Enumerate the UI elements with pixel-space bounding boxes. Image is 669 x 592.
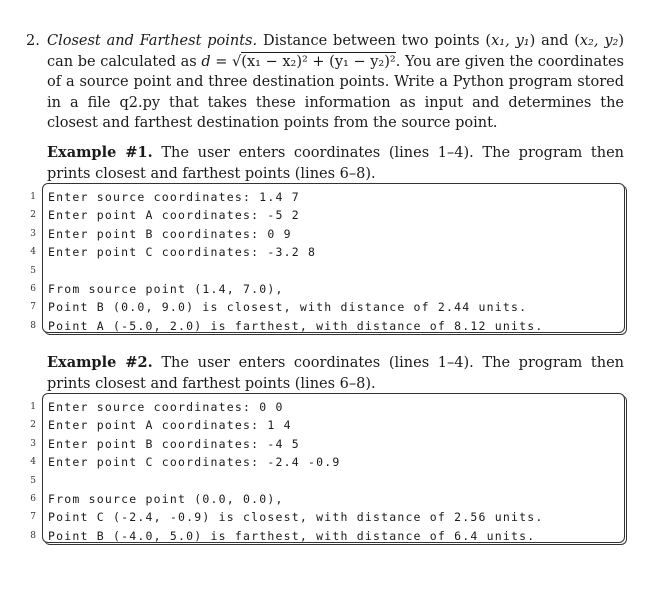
line-number: 2 (30, 420, 36, 431)
line-number: 7 (30, 302, 36, 313)
problem-paragraph (47, 31, 624, 134)
formula-lhs: d = (201, 53, 233, 70)
line-text: Enter point C coordinates: -3.2 8 (48, 245, 317, 260)
code-line (30, 416, 544, 434)
code-line (30, 527, 544, 545)
line-number: 5 (30, 265, 36, 276)
problem-text: ) and ( (529, 33, 580, 49)
line-number: 4 (30, 247, 36, 258)
code-line (30, 262, 544, 280)
listing-lines (30, 188, 544, 335)
line-text: Enter point B coordinates: 0 9 (48, 226, 292, 241)
code-line (30, 225, 544, 243)
point-1: x₁, y₁ (491, 33, 530, 49)
example-2-heading (47, 353, 624, 394)
line-number: 1 (30, 192, 36, 202)
example-label: Example #2. (47, 354, 153, 371)
code-line (30, 508, 544, 526)
line-text: Enter source coordinates: 1.4 7 (48, 190, 300, 204)
line-number: 8 (30, 530, 36, 541)
line-number: 6 (30, 283, 36, 294)
problem-text: ) can be calculated as (47, 33, 625, 70)
code-line (30, 490, 544, 508)
code-line (30, 243, 544, 261)
line-text: Enter source coordinates: 0 0 (48, 400, 284, 414)
code-line (30, 398, 544, 416)
line-number: 3 (30, 438, 36, 449)
example-desc: The user enters coordinates (lines 1–4). The program then prints closest and farthest points (lines 6–8). (47, 145, 624, 182)
problem-text: . You are given the coordinates of a source point and three destination points. Write a Python program stored in a file q2.py that takes these information as input and determines the closest and farthest destination points from the source point. (47, 53, 625, 131)
code-line (30, 206, 544, 224)
code-line (30, 188, 544, 206)
line-text: Point A (-5.0, 2.0) is farthest, with distance of 8.12 units. (48, 318, 544, 333)
line-number: 7 (30, 512, 36, 523)
code-line (30, 435, 544, 453)
line-text: Enter point B coordinates: -4 5 (48, 436, 300, 451)
code-line (30, 280, 544, 298)
example-desc: The user enters coordinates (lines 1–4). The program then prints closest and farthest points (lines 6–8). (47, 355, 624, 392)
problem-title: Closest and Farthest points. (47, 33, 258, 49)
line-text: Enter point A coordinates: 1 4 (48, 418, 292, 433)
line-number: 2 (30, 210, 36, 221)
line-text: Enter point A coordinates: -5 2 (48, 208, 300, 223)
line-text: From source point (1.4, 7.0), (48, 281, 284, 296)
line-number: 4 (30, 457, 36, 468)
line-number: 1 (30, 402, 36, 412)
code-listing-2 (30, 393, 625, 543)
code-line (30, 453, 544, 471)
code-line (30, 317, 544, 335)
point-2: x₂, y₂ (579, 33, 619, 49)
problem-number: 2. (26, 33, 40, 49)
line-text: Enter point C coordinates: -2.4 -0.9 (48, 455, 341, 470)
line-number: 3 (30, 228, 36, 239)
line-text: Point B (0.0, 9.0) is closest, with distance of 2.44 units. (48, 300, 528, 315)
problem-statement (26, 31, 624, 134)
listing-lines (30, 398, 544, 545)
code-line (30, 298, 544, 316)
problem-text: Distance between two points ( (257, 33, 492, 49)
line-text: From source point (0.0, 0.0), (48, 491, 284, 506)
line-text: Point B (-4.0, 5.0) is farthest, with distance of 6.4 units. (48, 528, 536, 543)
line-number: 6 (30, 493, 36, 504)
sqrt-symbol: √ (232, 53, 242, 70)
example-1-heading (47, 143, 624, 184)
example-label: Example #1. (47, 144, 153, 161)
line-number: 8 (30, 320, 36, 331)
code-line (30, 472, 544, 490)
formula-radicand: (x₁ − x₂)² + (y₁ − y₂)² (241, 53, 396, 70)
code-listing-1 (30, 183, 625, 333)
line-number: 5 (30, 475, 36, 486)
line-text: Point C (-2.4, -0.9) is closest, with distance of 2.56 units. (48, 510, 544, 525)
